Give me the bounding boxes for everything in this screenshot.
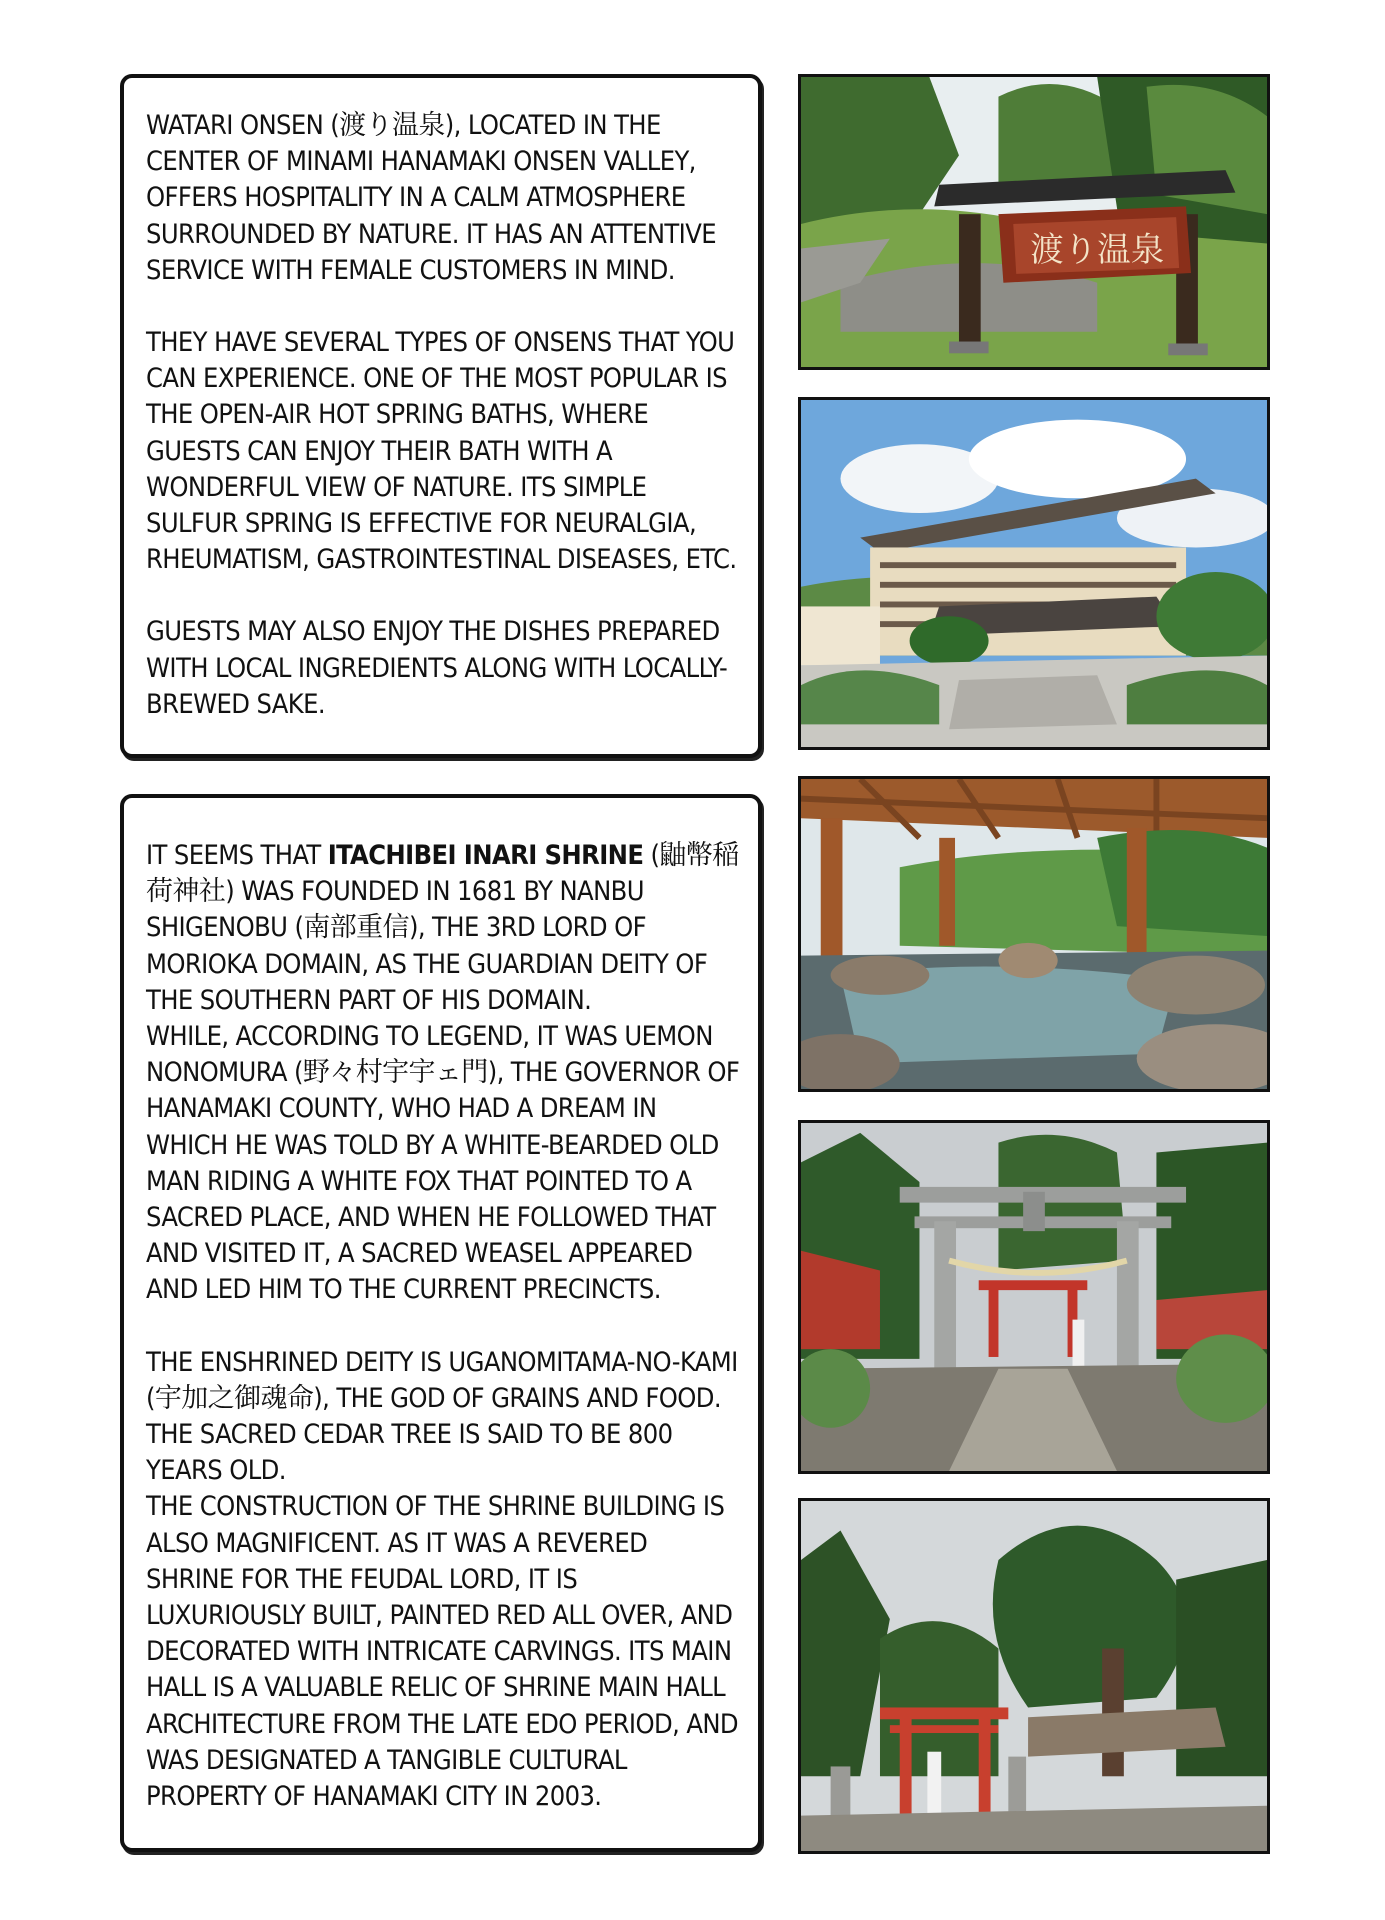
itachibei-shrine-text-panel — [120, 794, 762, 1852]
watari-paragraph-3: GUESTS MAY ALSO ENJOY THE DISHES PREPARED WITH LOCAL INGREDIENTS ALONG WITH LOCALLY-BREWED SAKE. — [146, 616, 728, 720]
open-air-bath-photo — [798, 776, 1270, 1092]
shrine-paragraph-1-lead: IT SEEMS THAT — [146, 840, 328, 871]
watari-paragraph-1: WATARI ONSEN (渡り温泉), LOCATED IN THE CENTER OF MINAMI HANAMAKI ONSEN VALLEY, OFFERS HOSPITALITY IN A CALM ATMOSPHERE SURROUNDED BY NATURE. IT HAS AN ATTENTIVE SERVICE WITH FEMALE CUSTOMERS IN MIND. — [146, 110, 716, 286]
shrine-paragraph-2: WHILE, ACCORDING TO LEGEND, IT WAS UEMON NONOMURA (野々村宇宇ェ門), THE GOVERNOR OF HANAMAKI COUNTY, WHO HAD A DREAM IN WHICH HE WAS TOLD BY A WHITE-BEARDED OLD MAN RIDING A WHITE FOX THAT POINTED TO A SACRED PLACE, AND WHEN HE FOLLOWED THAT AND VISITED IT, A SACRED WEASEL APPEARED AND LED HIM TO THE CURRENT PRECINCTS. — [146, 1021, 740, 1306]
shrine-paragraph-1-rest: (鼬幣稲荷神社) WAS FOUNDED IN 1681 BY NANBU SHIGENOBU (南部重信), THE 3RD LORD OF MORIOKA DOMAIN, AS THE GUARDIAN DEITY OF THE SOUTHERN PART OF HIS DOMAIN. — [146, 840, 739, 1016]
watari-paragraph-2: THEY HAVE SEVERAL TYPES OF ONSENS THAT YOU CAN EXPERIENCE. ONE OF THE MOST POPULAR IS THE OPEN-AIR HOT SPRING BATHS, WHERE GUESTS CAN ENJOY THEIR BATH WITH A WONDERFUL VIEW OF NATURE. ITS SIMPLE SULFUR SPRING IS EFFECTIVE FOR NEURALGIA, RHEUMATISM, GASTROINTESTINAL DISEASES, ETC. — [146, 327, 737, 576]
sign-lettering: 渡り温泉 — [1030, 230, 1165, 270]
itachibei-shrine-text — [146, 838, 740, 1815]
shrine-name-bold: ITACHIBEI INARI SHRINE — [327, 840, 644, 871]
stone-torii-gate-photo — [798, 1120, 1270, 1474]
watari-onsen-text-panel — [120, 74, 762, 758]
watari-onsen-text — [146, 108, 740, 723]
cedar-tree-shrine-photo — [798, 1498, 1270, 1854]
shrine-paragraph-1 — [146, 838, 740, 1019]
onsen-entrance-sign-photo — [798, 74, 1270, 370]
shrine-paragraph-4: THE CONSTRUCTION OF THE SHRINE BUILDING IS ALSO MAGNIFICENT. AS IT WAS A REVERED SHRINE FOR THE FEUDAL LORD, IT IS LUXURIOUSLY BUILT, PAINTED RED ALL OVER, AND DECORATED WITH INTRICATE CARVINGS. ITS MAIN HALL IS A VALUABLE RELIC OF SHRINE MAIN HALL ARCHITECTURE FROM THE LATE EDO PERIOD, AND WAS DESIGNATED A TANGIBLE CULTURAL PROPERTY OF HANAMAKI CITY IN 2003. — [146, 1491, 739, 1813]
hotel-building-photo — [798, 397, 1270, 750]
shrine-paragraph-3: THE ENSHRINED DEITY IS UGANOMITAMA-NO-KAMI (宇加之御魂命), THE GOD OF GRAINS AND FOOD. THE SACRED CEDAR TREE IS SAID TO BE 800 YEARS OLD. — [146, 1346, 738, 1487]
